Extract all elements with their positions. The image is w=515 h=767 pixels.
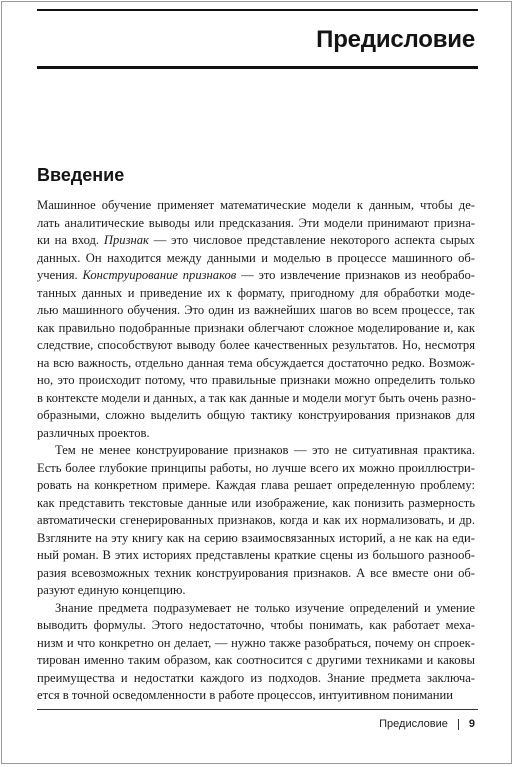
text-segment: Знание предмета подразумевает не только изучение определений и умение <box>55 600 475 615</box>
text-segment: Тем не менее конструирование признаков — это не ситуативная практика. <box>55 443 475 457</box>
footer-chapter-label: Предисловие <box>379 718 448 730</box>
text-segment: как правильно подобранные признаки облегчают сложное моделирование и, как <box>37 320 475 335</box>
text-line <box>37 512 475 530</box>
text-line <box>37 477 475 495</box>
text-line <box>37 372 475 390</box>
text-line <box>37 635 475 653</box>
page-number: 9 <box>468 718 475 730</box>
text-line <box>37 407 475 425</box>
text-line <box>37 617 475 635</box>
text-segment: ный роман. В этих историях представлены краткие сцены из большого разнооб- <box>37 548 475 562</box>
footer-separator <box>458 719 459 730</box>
text-segment: тирован именно таким образом, как соотносится с другими техниками и каковы <box>37 653 475 667</box>
text-segment: различных проектов. <box>37 425 150 440</box>
text-segment: Машинное обучение применяет математические модели к данным, чтобы де- <box>37 198 475 212</box>
italic-term: Конструирование признаков <box>82 268 237 282</box>
text-line <box>37 250 475 268</box>
text-segment: Есть более глубокие принципы работы, но лучше всего их можно проиллюстри- <box>37 460 475 475</box>
text-segment: танных данных и приведение их к формату, пригодному для обработки моде- <box>37 285 475 300</box>
italic-term: Признак <box>103 233 149 247</box>
text-segment: автоматически сгенерированных признаков, когда и как их нормализовать, и др. <box>37 513 475 527</box>
text-line <box>37 547 475 565</box>
text-line <box>37 652 475 670</box>
text-line <box>37 337 475 355</box>
paragraph <box>37 600 475 705</box>
paragraph <box>37 442 475 600</box>
text-segment: низм и что конкретно он делает, — нужно также разобраться, почему он спроек- <box>37 635 475 650</box>
text-segment: ки на вход. <box>37 233 104 247</box>
text-line <box>37 285 475 303</box>
text-line <box>37 302 475 320</box>
text-line <box>37 687 475 705</box>
text-line <box>37 670 475 688</box>
text-line <box>37 197 475 215</box>
text-line <box>37 565 475 583</box>
text-segment: следствие, способствуют выводу более качественных результатов. Но, несмотря <box>37 338 475 352</box>
text-segment: — это числовое представление некоторого аспекта сырых <box>148 233 475 247</box>
text-segment: как представить текстовые данные или изображение, как понизить размерность <box>37 495 475 510</box>
text-segment: лью машинного обучения. Это один из важнейших шагов во всем процессе, так <box>37 303 475 317</box>
top-rule <box>37 9 478 11</box>
text-line <box>37 600 475 618</box>
text-segment: ется в точной осведомленности в работе процессов, интуитивном понимании <box>37 688 453 702</box>
text-segment: образными, сложно выделить общую тактику конструирования признаков для <box>37 408 475 422</box>
text-line <box>37 582 475 600</box>
text-line <box>37 425 475 443</box>
text-line <box>37 232 475 250</box>
text-segment: лать аналитические выводы или предсказания. Эти модели принимают призна- <box>37 215 475 230</box>
text-line <box>37 530 475 548</box>
text-segment: выводить формулы. Этого недостаточно, чтобы понимать, как работает меха- <box>37 618 475 632</box>
text-segment: разия всевозможных техник конструирования признаков. А все вместе они об- <box>37 565 475 580</box>
text-segment: преимущества и недостатки каждого из подходов. Знание предмета заключа- <box>37 670 475 685</box>
text-segment: разуют единую концепцию. <box>37 583 186 597</box>
text-line <box>37 390 475 408</box>
chapter-title: Предисловие <box>316 26 475 53</box>
running-footer <box>379 718 475 730</box>
text-segment: — это извлечение признаков из необрабо- <box>236 268 475 282</box>
text-line <box>37 355 475 373</box>
chapter-title-rule <box>37 66 478 69</box>
text-segment: но, это происходит потому, что правильные признаки можно определить только <box>37 373 475 387</box>
footer-rule <box>37 709 478 710</box>
text-segment: в контексте модели и данных, а так как данные и модели могут быть очень разно- <box>37 390 476 405</box>
text-segment: Взгляните на эту книгу как на серию взаимосвязанных историй, а не как на еди- <box>37 530 475 545</box>
section-heading: Введение <box>37 165 125 185</box>
text-line <box>37 442 475 460</box>
text-line <box>37 320 475 338</box>
text-line <box>37 495 475 513</box>
body-text <box>37 197 475 705</box>
text-segment: учения. <box>37 268 83 282</box>
paragraph <box>37 197 475 442</box>
text-line <box>37 460 475 478</box>
text-line <box>37 267 475 285</box>
text-segment: на всю важность, отдельно данная тема обсуждается достаточно редко. Возмож- <box>37 355 475 370</box>
text-segment: данных. Он находится между данными и моделью в процессе машинного об- <box>37 250 475 265</box>
text-segment: ровать на конкретном примере. Каждая глава решает определенную проблему: <box>37 478 475 492</box>
text-line <box>37 215 475 233</box>
